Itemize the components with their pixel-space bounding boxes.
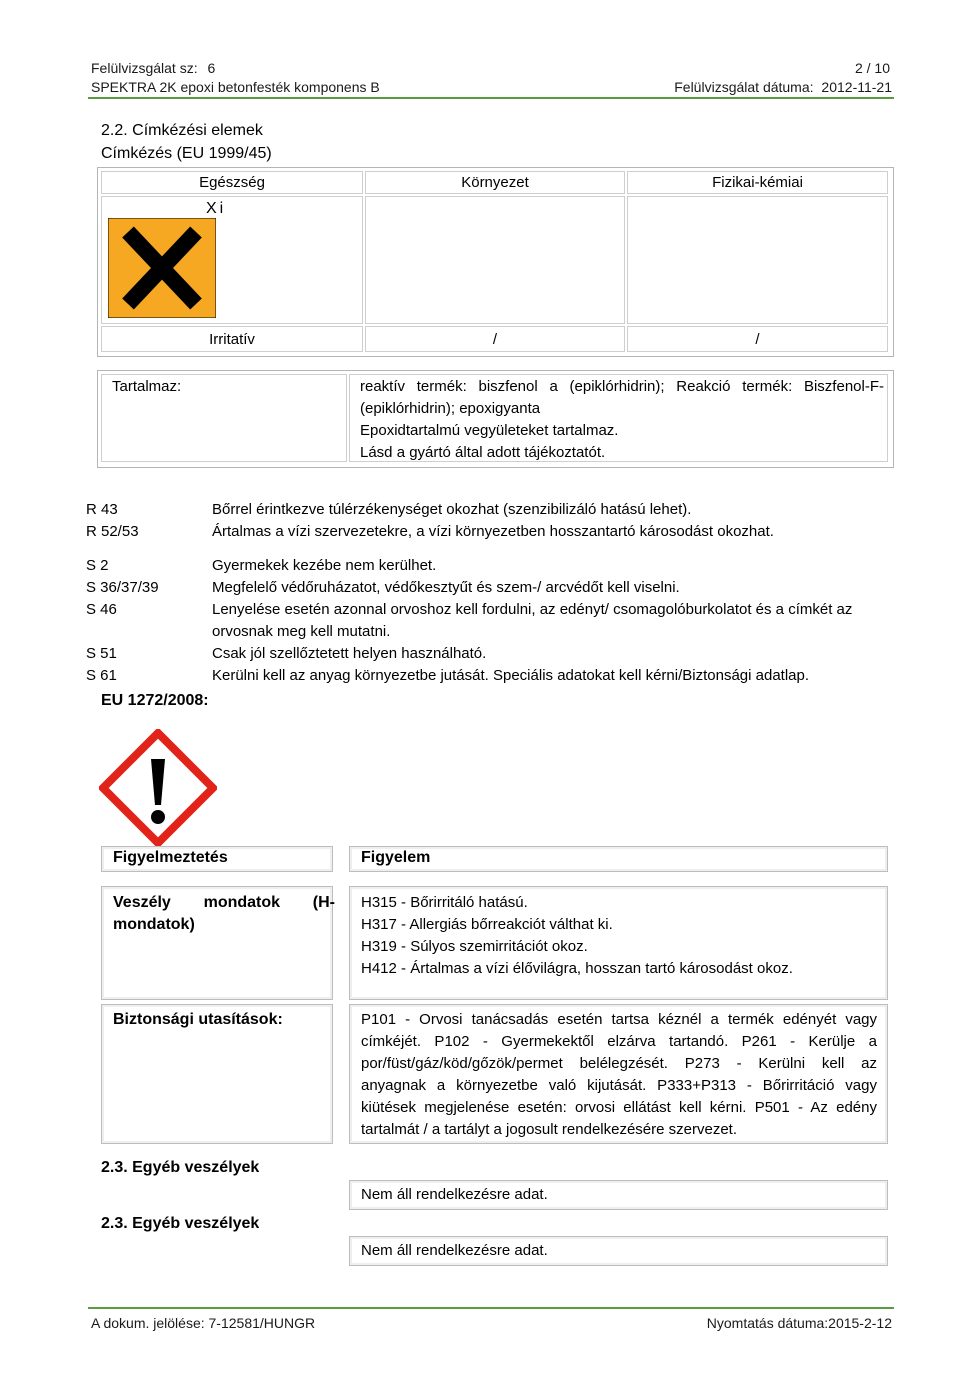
- precaution-line: tartalmát / a tartályt a jogosult rendelkezésére szervezet.: [361, 1121, 738, 1138]
- other-hazards-title: 2.3. Egyéb veszélyek: [101, 1215, 260, 1232]
- revision-line: [91, 60, 491, 76]
- contains-text: [360, 376, 884, 464]
- precaution-line: kiütések megjelenése esetén: orvosi ellátást kell kérni. P501 - Az edény: [361, 1099, 877, 1116]
- s-phrase-row: [86, 577, 892, 599]
- precaution-line: címkéjét. P102 - Gyermekektől elzárva tartandó. P261 - Kerülje a: [361, 1033, 877, 1050]
- other-hazards-title: 2.3. Egyéb veszélyek: [101, 1159, 260, 1176]
- hazard-label-line: Veszély mondatok (H-: [113, 894, 335, 911]
- s-phrase-code: S 51: [86, 645, 117, 662]
- signal-word: Figyelem: [361, 849, 431, 866]
- hazard-statement: H317 - Allergiás bőrreakciót válthat ki.: [361, 916, 613, 933]
- revision-date-label: Felülvizsgálat dátuma:: [674, 79, 814, 95]
- precaution-statements: [361, 1009, 877, 1141]
- s-phrase-text: Csak jól szellőztetett helyen használható.: [212, 645, 487, 662]
- s-phrase-code: S 46: [86, 601, 117, 618]
- other-hazards-value: Nem áll rendelkezésre adat.: [361, 1186, 548, 1203]
- symbol-name-health: Irritatív: [101, 326, 363, 352]
- r-phrase-row: [86, 521, 892, 543]
- s-phrase-row: [86, 665, 892, 687]
- signal-label: Figyelmeztetés: [113, 849, 228, 866]
- contains-line: Lásd a gyártó által adott tájékoztatót.: [360, 444, 606, 461]
- contains-line: (epiklórhidrin); epoxigyanta: [360, 400, 541, 417]
- column-environment: Környezet: [365, 171, 625, 194]
- precaution-label: Biztonsági utasítások:: [113, 1011, 283, 1028]
- hazard-statement: H319 - Súlyos szemirritációt okoz.: [361, 938, 588, 955]
- s-phrase-row: [86, 643, 892, 665]
- hazard-label-line: mondatok): [113, 916, 195, 933]
- s-phrase-row: [86, 599, 892, 643]
- s-phrase-text: Kerülni kell az anyag környezetbe jutását. Speciális adatokat kell kérni/Biztonsági adatlap.: [212, 667, 810, 684]
- s-phrase-text: Gyermekek kezébe nem kerülhet.: [212, 557, 437, 574]
- revision-date: [560, 79, 892, 95]
- s-phrase-code: S 36/37/39: [86, 579, 159, 596]
- symbol-name-environment: /: [365, 326, 625, 352]
- hazard-statements: [361, 892, 881, 980]
- r-phrase-text: Ártalmas a vízi szervezetekre, a vízi környezetben hosszantartó károsodást okozhat.: [212, 523, 774, 540]
- s-phrases: [86, 555, 892, 687]
- page-number: 2 / 10: [854, 60, 890, 76]
- hazard-statement: H315 - Bőrirritáló hatású.: [361, 894, 528, 911]
- r-phrase-code: R 43: [86, 501, 118, 518]
- hazard-statement: H412 - Ártalmas a vízi élővilágra, hosszan tartó károsodást okoz.: [361, 960, 793, 977]
- section-title: 2.2. Címkézési elemek: [101, 122, 263, 139]
- revision-number: 6: [207, 60, 216, 76]
- s-phrase-code: S 61: [86, 667, 117, 684]
- r-phrases: [86, 499, 892, 543]
- precaution-line: P101 - Orvosi tanácsadás esetén tartsa kéznél a termék edényét vagy: [361, 1011, 877, 1028]
- symbol-code: Xi: [206, 200, 227, 217]
- ghs07-exclamation-icon: [99, 729, 217, 847]
- revision-date-value: 2012-11-21: [821, 79, 892, 95]
- xi-harmful-irritant-icon: [108, 218, 216, 318]
- product-name: SPEKTRA 2K epoxi betonfesték komponens B: [91, 79, 380, 95]
- header-rule: [88, 97, 894, 99]
- hazard-label: [113, 892, 335, 936]
- section-subtitle: Címkézés (EU 1999/45): [101, 145, 272, 162]
- symbol-cell-environment: [365, 196, 625, 324]
- contains-line: Epoxidtartalmú vegyületeket tartalmaz.: [360, 422, 619, 439]
- column-health: Egészség: [101, 171, 363, 194]
- footer-rule: [88, 1307, 894, 1309]
- s-phrase-row: [86, 555, 892, 577]
- r-phrase-row: [86, 499, 892, 521]
- revision-label: Felülvizsgálat sz:: [91, 60, 198, 76]
- s-phrase-text: Lenyelése esetén azonnal orvoshoz kell fordulni, az edényt/ csomagolóburkolatot és a címkét az: [212, 601, 853, 618]
- contains-label: Tartalmaz:: [112, 378, 182, 395]
- eu-regulation-label: EU 1272/2008:: [101, 692, 209, 709]
- s-phrase-text-continued: orvosnak meg kell mutatni.: [212, 623, 391, 640]
- document-id: A dokum. jelölése: 7-12581/HUNGR: [91, 1315, 316, 1331]
- precaution-line: por/füst/gáz/köd/gőzök/permet belélegzését. P273 - Kerülni kell az: [361, 1055, 877, 1072]
- symbol-cell-physical: [627, 196, 888, 324]
- s-phrase-text: Megfelelő védőruházatot, védőkesztyűt és szem-/ arcvédőt kell viselni.: [212, 579, 680, 596]
- other-hazards-value: Nem áll rendelkezésre adat.: [361, 1242, 548, 1259]
- r-phrase-code: R 52/53: [86, 523, 139, 540]
- print-date: Nyomtatás dátuma:2015-2-12: [706, 1315, 892, 1331]
- contains-line: reaktív termék: biszfenol a (epiklórhidrin); Reakció termék: Biszfenol-F-: [360, 378, 884, 395]
- r-phrase-text: Bőrrel érintkezve túlérzékenységet okozhat (szenzibilizáló hatású lehet).: [212, 501, 692, 518]
- column-physical: Fizikai-kémiai: [627, 171, 888, 194]
- s-phrase-code: S 2: [86, 557, 109, 574]
- precaution-line: anyagnak a környezetbe való kijutását. P333+P313 - Bőrirritáció vagy: [361, 1077, 877, 1094]
- symbol-name-physical: /: [627, 326, 888, 352]
